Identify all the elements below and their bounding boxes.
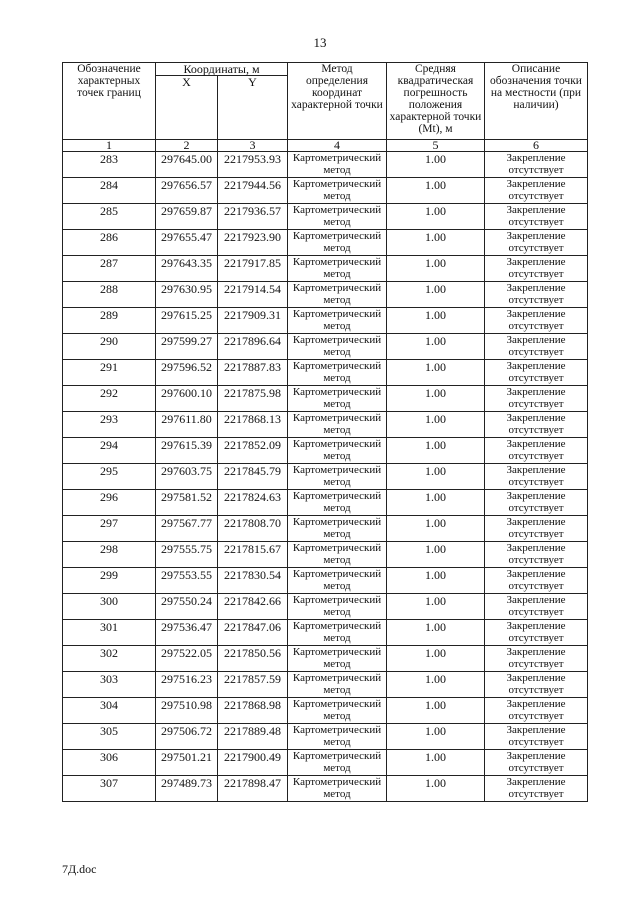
header-row	[63, 63, 588, 76]
cell-x: 297615.25	[156, 308, 218, 334]
table-row	[63, 412, 588, 438]
cell-error: 1.00	[387, 646, 485, 672]
cell-method: Картометрический метод	[288, 178, 387, 204]
table-row	[63, 672, 588, 698]
table-row	[63, 386, 588, 412]
cell-method: Картометрический метод	[288, 568, 387, 594]
cell-description: Закрепление отсутствует	[485, 256, 588, 282]
cell-y: 2217875.98	[218, 386, 288, 412]
cell-method: Картометрический метод	[288, 386, 387, 412]
cell-x: 297553.55	[156, 568, 218, 594]
table-row	[63, 698, 588, 724]
table-row	[63, 438, 588, 464]
cell-method: Картометрический метод	[288, 308, 387, 334]
cell-error: 1.00	[387, 412, 485, 438]
header-x: X	[156, 76, 218, 140]
cell-y: 2217953.93	[218, 152, 288, 178]
cell-y: 2217917.85	[218, 256, 288, 282]
table-body	[63, 152, 588, 802]
cell-x: 297655.47	[156, 230, 218, 256]
cell-x: 297630.95	[156, 282, 218, 308]
column-number: 1	[63, 140, 156, 152]
column-number: 3	[218, 140, 288, 152]
column-number: 6	[485, 140, 588, 152]
cell-description: Закрепление отсутствует	[485, 646, 588, 672]
cell-point: 295	[63, 464, 156, 490]
table-row	[63, 308, 588, 334]
cell-description: Закрепление отсутствует	[485, 568, 588, 594]
cell-y: 2217857.59	[218, 672, 288, 698]
cell-error: 1.00	[387, 308, 485, 334]
cell-error: 1.00	[387, 256, 485, 282]
cell-x: 297522.05	[156, 646, 218, 672]
cell-point: 292	[63, 386, 156, 412]
cell-error: 1.00	[387, 386, 485, 412]
table-row	[63, 750, 588, 776]
table-row	[63, 464, 588, 490]
cell-method: Картометрический метод	[288, 204, 387, 230]
cell-error: 1.00	[387, 152, 485, 178]
table-row	[63, 490, 588, 516]
cell-error: 1.00	[387, 724, 485, 750]
column-number: 5	[387, 140, 485, 152]
header-y: Y	[218, 76, 288, 140]
cell-y: 2217845.79	[218, 464, 288, 490]
cell-y: 2217898.47	[218, 776, 288, 802]
table-row	[63, 230, 588, 256]
table-row	[63, 724, 588, 750]
cell-method: Картометрический метод	[288, 698, 387, 724]
cell-description: Закрепление отсутствует	[485, 698, 588, 724]
cell-x: 297555.75	[156, 542, 218, 568]
cell-method: Картометрический метод	[288, 438, 387, 464]
cell-description: Закрепление отсутствует	[485, 152, 588, 178]
cell-method: Картометрический метод	[288, 750, 387, 776]
cell-point: 286	[63, 230, 156, 256]
cell-y: 2217852.09	[218, 438, 288, 464]
cell-description: Закрепление отсутствует	[485, 620, 588, 646]
cell-y: 2217830.54	[218, 568, 288, 594]
table-row	[63, 568, 588, 594]
cell-y: 2217923.90	[218, 230, 288, 256]
cell-method: Картометрический метод	[288, 464, 387, 490]
cell-x: 297600.10	[156, 386, 218, 412]
cell-error: 1.00	[387, 360, 485, 386]
cell-description: Закрепление отсутствует	[485, 672, 588, 698]
cell-x: 297501.21	[156, 750, 218, 776]
cell-x: 297659.87	[156, 204, 218, 230]
cell-x: 297615.39	[156, 438, 218, 464]
cell-method: Картометрический метод	[288, 230, 387, 256]
table-row	[63, 776, 588, 802]
cell-description: Закрепление отсутствует	[485, 204, 588, 230]
cell-y: 2217868.98	[218, 698, 288, 724]
cell-method: Картометрический метод	[288, 542, 387, 568]
cell-y: 2217887.83	[218, 360, 288, 386]
cell-method: Картометрический метод	[288, 334, 387, 360]
cell-x: 297643.35	[156, 256, 218, 282]
cell-method: Картометрический метод	[288, 646, 387, 672]
cell-error: 1.00	[387, 750, 485, 776]
cell-point: 307	[63, 776, 156, 802]
cell-description: Закрепление отсутствует	[485, 490, 588, 516]
cell-y: 2217936.57	[218, 204, 288, 230]
cell-description: Закрепление отсутствует	[485, 178, 588, 204]
cell-point: 300	[63, 594, 156, 620]
cell-point: 294	[63, 438, 156, 464]
cell-y: 2217889.48	[218, 724, 288, 750]
cell-method: Картометрический метод	[288, 776, 387, 802]
cell-method: Картометрический метод	[288, 672, 387, 698]
table-row	[63, 178, 588, 204]
cell-x: 297510.98	[156, 698, 218, 724]
cell-point: 284	[63, 178, 156, 204]
cell-error: 1.00	[387, 672, 485, 698]
cell-y: 2217808.70	[218, 516, 288, 542]
cell-point: 291	[63, 360, 156, 386]
cell-x: 297581.52	[156, 490, 218, 516]
cell-x: 297516.23	[156, 672, 218, 698]
cell-error: 1.00	[387, 620, 485, 646]
cell-error: 1.00	[387, 438, 485, 464]
cell-point: 306	[63, 750, 156, 776]
column-number: 2	[156, 140, 218, 152]
cell-method: Картометрический метод	[288, 412, 387, 438]
header-coordinates: Координаты, м	[156, 63, 288, 76]
cell-description: Закрепление отсутствует	[485, 282, 588, 308]
cell-method: Картометрический метод	[288, 152, 387, 178]
cell-method: Картометрический метод	[288, 594, 387, 620]
cell-x: 297550.24	[156, 594, 218, 620]
coordinates-table	[62, 62, 588, 802]
cell-y: 2217900.49	[218, 750, 288, 776]
cell-error: 1.00	[387, 464, 485, 490]
cell-point: 287	[63, 256, 156, 282]
cell-y: 2217824.63	[218, 490, 288, 516]
cell-point: 283	[63, 152, 156, 178]
cell-error: 1.00	[387, 542, 485, 568]
cell-x: 297536.47	[156, 620, 218, 646]
cell-description: Закрепление отсутствует	[485, 542, 588, 568]
cell-method: Картометрический метод	[288, 256, 387, 282]
cell-y: 2217815.67	[218, 542, 288, 568]
cell-y: 2217847.06	[218, 620, 288, 646]
table-row	[63, 594, 588, 620]
cell-y: 2217944.56	[218, 178, 288, 204]
cell-description: Закрепление отсутствует	[485, 386, 588, 412]
cell-point: 302	[63, 646, 156, 672]
cell-error: 1.00	[387, 230, 485, 256]
cell-method: Картометрический метод	[288, 724, 387, 750]
table-row	[63, 646, 588, 672]
cell-description: Закрепление отсутствует	[485, 776, 588, 802]
table-row	[63, 542, 588, 568]
table-row	[63, 516, 588, 542]
cell-description: Закрепление отсутствует	[485, 594, 588, 620]
cell-description: Закрепление отсутствует	[485, 230, 588, 256]
cell-error: 1.00	[387, 594, 485, 620]
cell-error: 1.00	[387, 204, 485, 230]
column-numbers-row	[63, 140, 588, 152]
cell-point: 305	[63, 724, 156, 750]
cell-description: Закрепление отсутствует	[485, 516, 588, 542]
cell-method: Картометрический метод	[288, 516, 387, 542]
table-row	[63, 152, 588, 178]
cell-y: 2217842.66	[218, 594, 288, 620]
cell-point: 288	[63, 282, 156, 308]
cell-point: 289	[63, 308, 156, 334]
cell-x: 297645.00	[156, 152, 218, 178]
cell-method: Картометрический метод	[288, 490, 387, 516]
cell-point: 290	[63, 334, 156, 360]
cell-error: 1.00	[387, 568, 485, 594]
header-method: Метод определения координат характерной точки	[288, 63, 387, 140]
cell-y: 2217909.31	[218, 308, 288, 334]
cell-x: 297603.75	[156, 464, 218, 490]
cell-x: 297596.52	[156, 360, 218, 386]
cell-point: 296	[63, 490, 156, 516]
cell-error: 1.00	[387, 698, 485, 724]
table-row	[63, 204, 588, 230]
cell-point: 304	[63, 698, 156, 724]
cell-point: 301	[63, 620, 156, 646]
cell-description: Закрепление отсутствует	[485, 334, 588, 360]
cell-y: 2217896.64	[218, 334, 288, 360]
cell-x: 297656.57	[156, 178, 218, 204]
cell-description: Закрепление отсутствует	[485, 412, 588, 438]
cell-point: 285	[63, 204, 156, 230]
cell-y: 2217868.13	[218, 412, 288, 438]
cell-x: 297611.80	[156, 412, 218, 438]
cell-point: 299	[63, 568, 156, 594]
table-row	[63, 360, 588, 386]
footer-filename: 7Д.doc	[62, 862, 97, 876]
table-row	[63, 282, 588, 308]
page-number: 13	[313, 35, 327, 50]
cell-error: 1.00	[387, 282, 485, 308]
table-row	[63, 620, 588, 646]
cell-description: Закрепление отсутствует	[485, 438, 588, 464]
cell-x: 297489.73	[156, 776, 218, 802]
cell-y: 2217914.54	[218, 282, 288, 308]
cell-point: 293	[63, 412, 156, 438]
table-row	[63, 334, 588, 360]
cell-description: Закрепление отсутствует	[485, 360, 588, 386]
cell-point: 298	[63, 542, 156, 568]
cell-x: 297567.77	[156, 516, 218, 542]
cell-x: 297599.27	[156, 334, 218, 360]
cell-description: Закрепление отсутствует	[485, 724, 588, 750]
cell-point: 303	[63, 672, 156, 698]
cell-description: Закрепление отсутствует	[485, 750, 588, 776]
header-point: Обозначение характерных точек границ	[63, 63, 156, 140]
cell-y: 2217850.56	[218, 646, 288, 672]
cell-description: Закрепление отсутствует	[485, 464, 588, 490]
header-error: Средняя квадратическая погрешность положения характерной точки (Mt), м	[387, 63, 485, 140]
cell-description: Закрепление отсутствует	[485, 308, 588, 334]
table-row	[63, 256, 588, 282]
column-number: 4	[288, 140, 387, 152]
cell-error: 1.00	[387, 334, 485, 360]
cell-error: 1.00	[387, 516, 485, 542]
cell-point: 297	[63, 516, 156, 542]
cell-x: 297506.72	[156, 724, 218, 750]
cell-method: Картометрический метод	[288, 360, 387, 386]
header-description: Описание обозначения точки на местности (при наличии)	[485, 63, 588, 140]
cell-method: Картометрический метод	[288, 282, 387, 308]
cell-method: Картометрический метод	[288, 620, 387, 646]
cell-error: 1.00	[387, 490, 485, 516]
cell-error: 1.00	[387, 776, 485, 802]
cell-error: 1.00	[387, 178, 485, 204]
